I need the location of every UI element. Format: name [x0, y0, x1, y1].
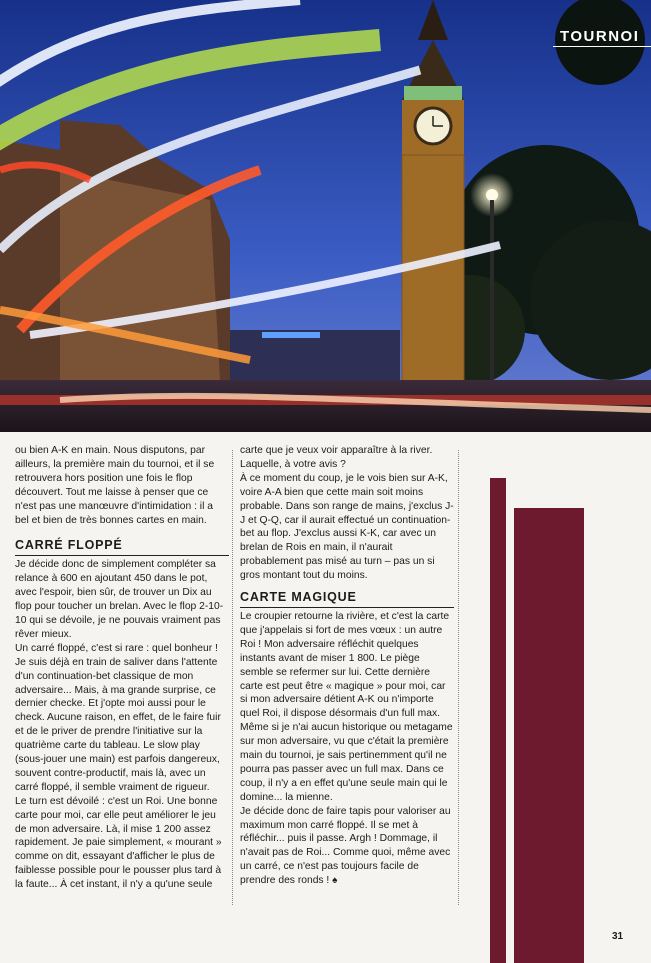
subheading-carte-magique: CARTE MAGIQUE	[240, 591, 454, 608]
paragraph: Le turn est dévoilé : c'est un Roi. Une bonne carte pour moi, car elle peut améliorer le jeu de mon adversaire. Là, il mise 1 200 assez rapidement. Je paie simplement, « mourant » comme on dit, essayant d'afficher le plus de faiblesse possible pour le pousser plus tard à la faute... À cet instant, il n'y a qu'une seule	[15, 795, 222, 891]
header-photo-big-ben	[0, 0, 651, 432]
paragraph: À ce moment du coup, je le vois bien sur A-K, voire A-A bien que cette main soit moins probable. Dans son range de mains, j'exclus J-J et Q-Q, car il aurait effectué un continuation- bet au flop. J'exclus aussi K-K, car avec un brelan de Rois en main, il n'aurait probablement pas misé au turn – pas un si gros montant tout du moins.	[240, 472, 454, 582]
paragraph: Un carré floppé, c'est si rare : quel bonheur ! Je suis déjà en train de saliver dans l'attente d'un continuation-bet classique de mon adversaire... Mais, à ma grande surprise, ce dernier checke. Et j'opte moi aussi pour le check. Aucune raison, en effet, de le faire fuir et de le priver de prendre l'initiative sur la quatrième carte du tableau. Le slow play (sous-jouer une main) est parfois dangereux, souvent contre-productif, mais là, avec un carré floppé, il semble vraiment de rigueur.	[15, 642, 221, 793]
paragraph: ou bien A-K en main. Nous disputons, par ailleurs, la première main du tournoi, et il se retrouvera hors position une fois le flop découvert. Tout me laisse à penser que ce n'est pas une manœuvre d'intimidation : il a bel et bien de très bonnes cartes en main.	[15, 445, 215, 526]
paragraph-text: Je décide donc de faire tapis pour valoriser au maximum mon carré floppé. Il se met à réfléchir... puis il passe. Argh ! Dommage, il n'avait pas de Roi... Comme quoi, même avec un carré, ce n'est pas toujours facile de prendre des ronds !	[240, 805, 451, 887]
decorative-bar-wide	[514, 508, 584, 963]
paragraph: Je décide donc de simplement compléter sa relance à 600 en ajoutant 450 dans le pot, avec l'espoir, bien sûr, de trouver un Dix au flop pour toucher un brelan. Avec le flop 2-10-10 qui se dévoile, je ne pouvais vraiment pas rêver mieux.	[15, 559, 224, 640]
text-column-middle	[240, 444, 454, 888]
paragraph-final	[240, 805, 454, 888]
section-tag: TOURNOI	[560, 28, 640, 45]
section-tag-rule	[553, 46, 651, 47]
page-number: 31	[612, 931, 624, 942]
decorative-bar-narrow	[490, 478, 506, 963]
subheading-carre-floppe: CARRÉ FLOPPÉ	[15, 539, 229, 556]
column-divider	[458, 450, 459, 905]
london-night-scene-illustration	[0, 0, 651, 432]
column-divider	[232, 450, 233, 905]
paragraph: carte que je veux voir apparaître à la river. Laquelle, à votre avis ?	[240, 445, 433, 470]
paragraph: Le croupier retourne la rivière, et c'est la carte que j'appelais si fort de mes vœux : un autre Roi ! Mon adversaire réfléchit quelques instants avant de miser 1 800. Le piège semble se refermer sur lui. Cette dernière carte est peut être « magique » pour moi, car si mon adversaire détient A-K ou n'importe quel Roi, il dispose désormais d'un full max. Même si je n'ai aucun historique ou metagame sur mon adversaire, vu que c'était la première main du tournoi, je sais pertinemment qu'il ne pourra pas passer avec un full max. Dans ce coup, il n'y a en effet qu'une seule main qui le domine... la mienne.	[240, 610, 453, 803]
text-column-left	[15, 444, 229, 892]
spade-end-icon: ♠	[332, 875, 338, 887]
